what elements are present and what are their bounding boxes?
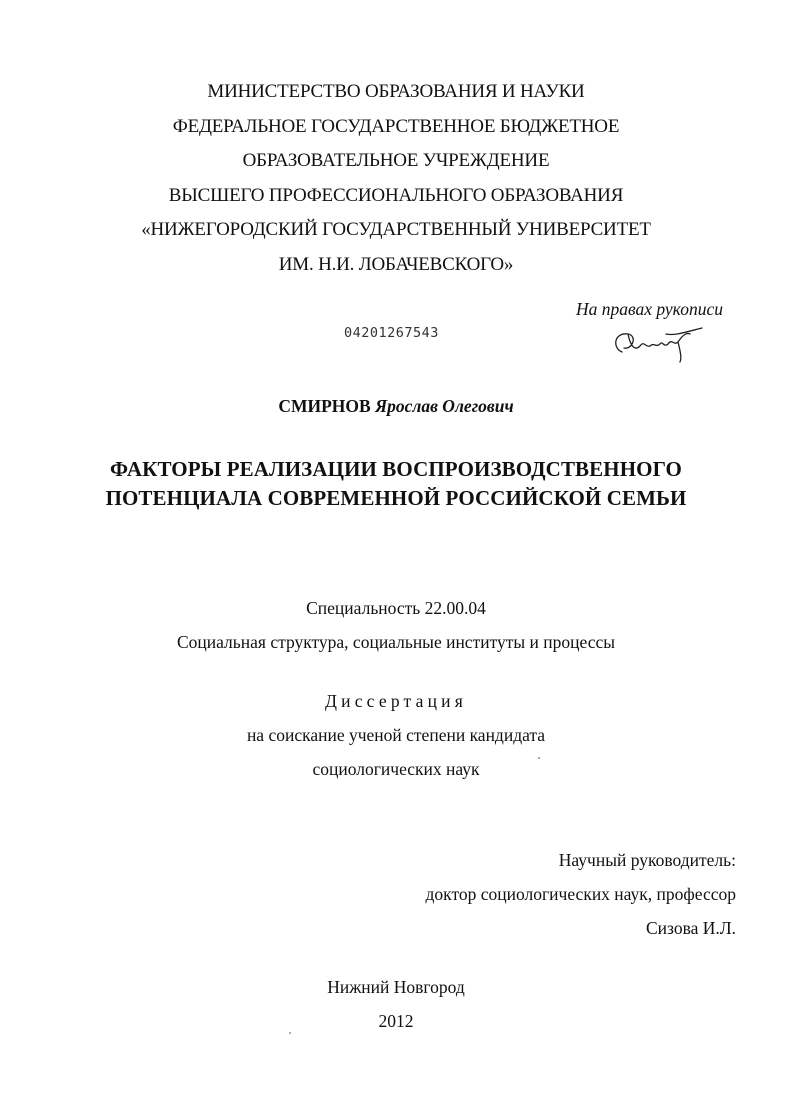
specialty-name: Социальная структура, социальные институты и процессы <box>176 632 616 652</box>
supervisor-block <box>336 843 736 945</box>
specialty-code: Специальность 22.00.04 <box>306 598 486 618</box>
dissertation-block <box>0 684 792 786</box>
header-line: «НИЖЕГОРОДСКИЙ ГОСУДАРСТВЕННЫЙ УНИВЕРСИТЕТ <box>141 219 651 240</box>
header-line: ВЫСШЕГО ПРОФЕССИОНАЛЬНОГО ОБРАЗОВАНИЯ <box>168 184 624 206</box>
header-line: ФЕДЕРАЛЬНОЕ ГОСУДАРСТВЕННОЕ БЮДЖЕТНОЕ <box>172 115 620 137</box>
year: 2012 <box>378 1011 414 1031</box>
manuscript-rights-label: На правах рукописи <box>576 299 723 319</box>
author-name <box>0 396 792 417</box>
header-line: ОБРАЗОВАТЕЛЬНОЕ УЧРЕЖДЕНИЕ <box>242 150 550 171</box>
degree-line-1: на соискание ученой степени кандидата <box>246 725 546 745</box>
supervisor-degree: доктор социологических наук, профессор <box>425 884 736 904</box>
degree-line-2: социологических наук <box>312 759 480 779</box>
header-line: МИНИСТЕРСТВО ОБРАЗОВАНИЯ И НАУКИ <box>207 81 585 102</box>
dissertation-title <box>0 455 792 512</box>
place-and-year <box>0 970 792 1038</box>
header-line: ИМ. Н.И. ЛОБАЧЕВСКОГО» <box>278 253 514 275</box>
catalog-code: 04201267543 <box>344 325 439 341</box>
supervisor-name: Сизова И.Л. <box>645 918 736 938</box>
author-surname: СМИРНОВ <box>278 396 371 416</box>
specialty-block <box>0 591 792 659</box>
scan-speck <box>538 757 540 759</box>
supervisor-label: Научный руководитель: <box>558 850 736 870</box>
title-line: ПОТЕНЦИАЛА СОВРЕМЕННОЙ РОССИЙСКОЙ СЕМЬИ <box>105 485 687 510</box>
city: Нижний Новгород <box>327 977 465 997</box>
institution-header <box>0 75 792 282</box>
author-given-names: Ярослав Олегович <box>375 396 514 416</box>
title-line: ФАКТОРЫ РЕАЛИЗАЦИИ ВОСПРОИЗВОДСТВЕННОГО <box>110 457 682 481</box>
handwritten-signature <box>608 322 708 364</box>
dissertation-heading: Диссертация <box>325 691 467 711</box>
scan-speck <box>289 1032 291 1034</box>
